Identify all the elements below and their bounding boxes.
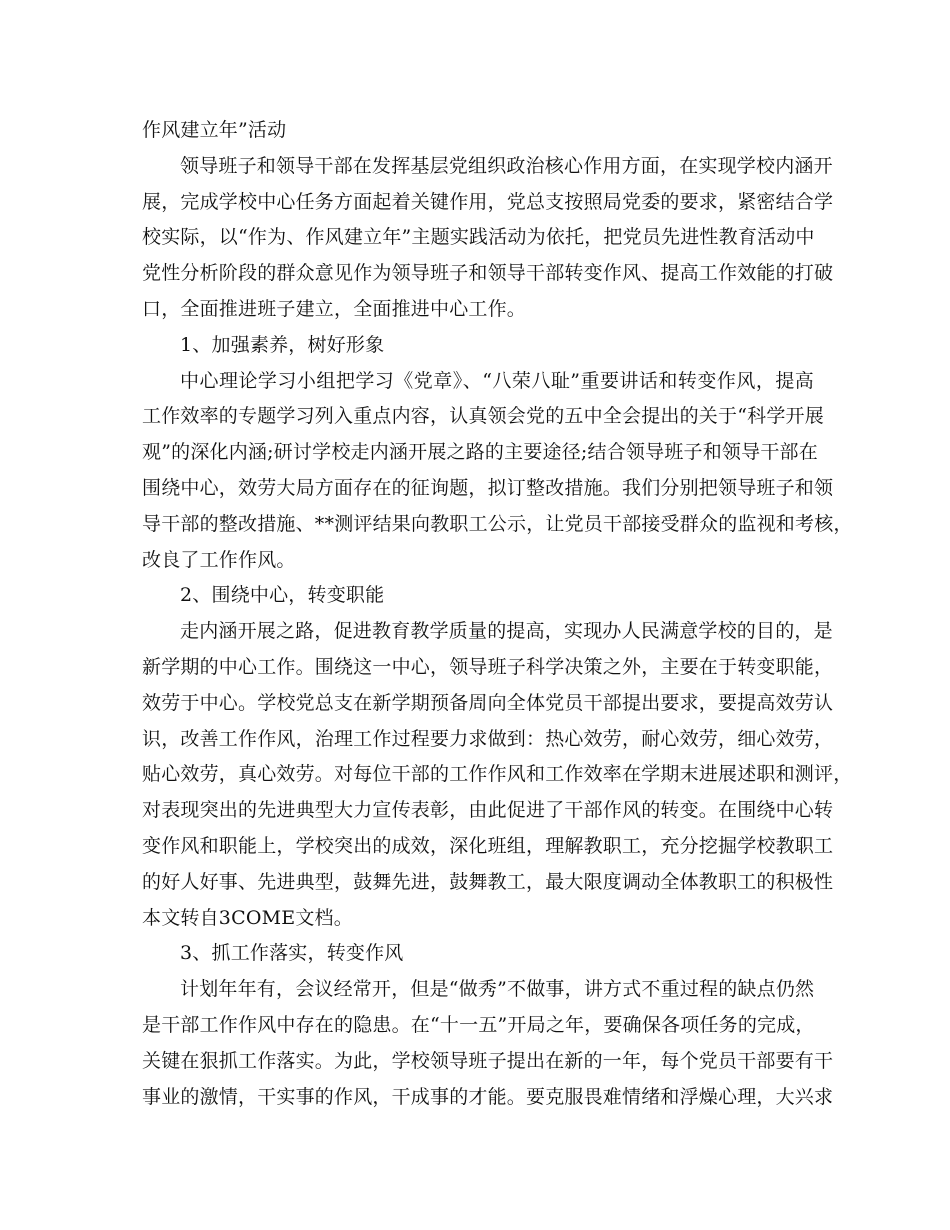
text-line: 的好人好事、先进典型，鼓舞先进，鼓舞教工，最大限度调动全体教职工的积极性 (142, 870, 834, 893)
document-page (142, 113, 853, 1115)
text-line: 走内涵开展之路，促进教育教学质量的提高，实现办人民满意学校的目的，是 (180, 620, 833, 643)
text-line: 围绕中心，效劳大局方面存在的征询题，拟订整改措施。我们分别把领导班子和领 (142, 476, 834, 499)
text-line: 是干部工作作风中存在的隐患。在“十一五”开局之年，要确保各项任务的完成， (142, 1013, 815, 1036)
text-line: 识，改善工作作风，治理工作过程要力求做到：热心效劳，耐心效劳，细心效劳， (142, 727, 834, 750)
text-line: 校实际，以“作为、作风建立年”主题实践活动为依托，把党员先进性教育活动中 (142, 226, 815, 249)
text-line: 关键在狠抓工作落实。为此，学校领导班子提出在新的一年，每个党员干部要有干 (142, 1049, 834, 1072)
text-line: 新学期的中心工作。围绕这一中心，领导班子科学决策之外，主要在于转变职能， (142, 655, 834, 678)
text-line: 事业的激情，干实事的作风，干成事的才能。要克服畏难情绪和浮燥心理，大兴求 (142, 1085, 834, 1108)
text-line: 观”的深化内涵;研讨学校走内涵开展之路的主要途径;结合领导班子和领导干部在 (142, 441, 818, 464)
text-line: 贴心效劳，真心效劳。对每位干部的工作作风和工作效率在学期末进展述职和测评， (142, 763, 853, 786)
text-line: 展，完成学校中心任务方面起着关键作用，党总支按照局党委的要求，紧密结合学 (142, 190, 834, 213)
text-line: 改良了工作作风。 (142, 548, 296, 571)
text-line: 口，全面推进班子建立，全面推进中心工作。 (142, 297, 527, 320)
text-line: 1、加强素养，树好形象 (180, 333, 385, 356)
text-line: 党性分析阶段的群众意见作为领导班子和领导干部转变作风、提高工作效能的打破 (142, 262, 834, 285)
text-line: 3、抓工作落实，转变作风 (180, 942, 404, 965)
text-line: 计划年年有，会议经常开，但是“做秀”不做事，讲方式不重过程的缺点仍然 (180, 978, 815, 1001)
text-line: 对表现突出的先进典型大力宣传表彰，由此促进了干部作风的转变。在围绕中心转 (142, 799, 834, 822)
text-line: 作风建立年”活动 (142, 119, 287, 141)
text-line: 工作效率的专题学习列入重点内容，认真领会党的五中全会提出的关于“科学开展 (142, 405, 824, 428)
text-line: 变作风和职能上，学校突出的成效，深化班组，理解教职工，充分挖掘学校教职工 (142, 834, 834, 857)
document-body (142, 113, 853, 1115)
text-line: 导干部的整改措施、**测评结果向教职工公示，让党员干部接受群众的监视和考核， (142, 512, 853, 535)
text-line: 领导班子和领导干部在发挥基层党组织政治核心作用方面，在实现学校内涵开 (180, 154, 833, 177)
text-line: 中心理论学习小组把学习《党章》、“八荣八耻”重要讲话和转变作风，提高 (180, 369, 814, 392)
text-line: 效劳于中心。学校党总支在新学期预备周向全体党员干部提出要求，要提高效劳认 (142, 691, 834, 714)
text-line: 本文转自3COME文档。 (142, 906, 353, 929)
text-line: 2、围绕中心，转变职能 (180, 584, 385, 607)
